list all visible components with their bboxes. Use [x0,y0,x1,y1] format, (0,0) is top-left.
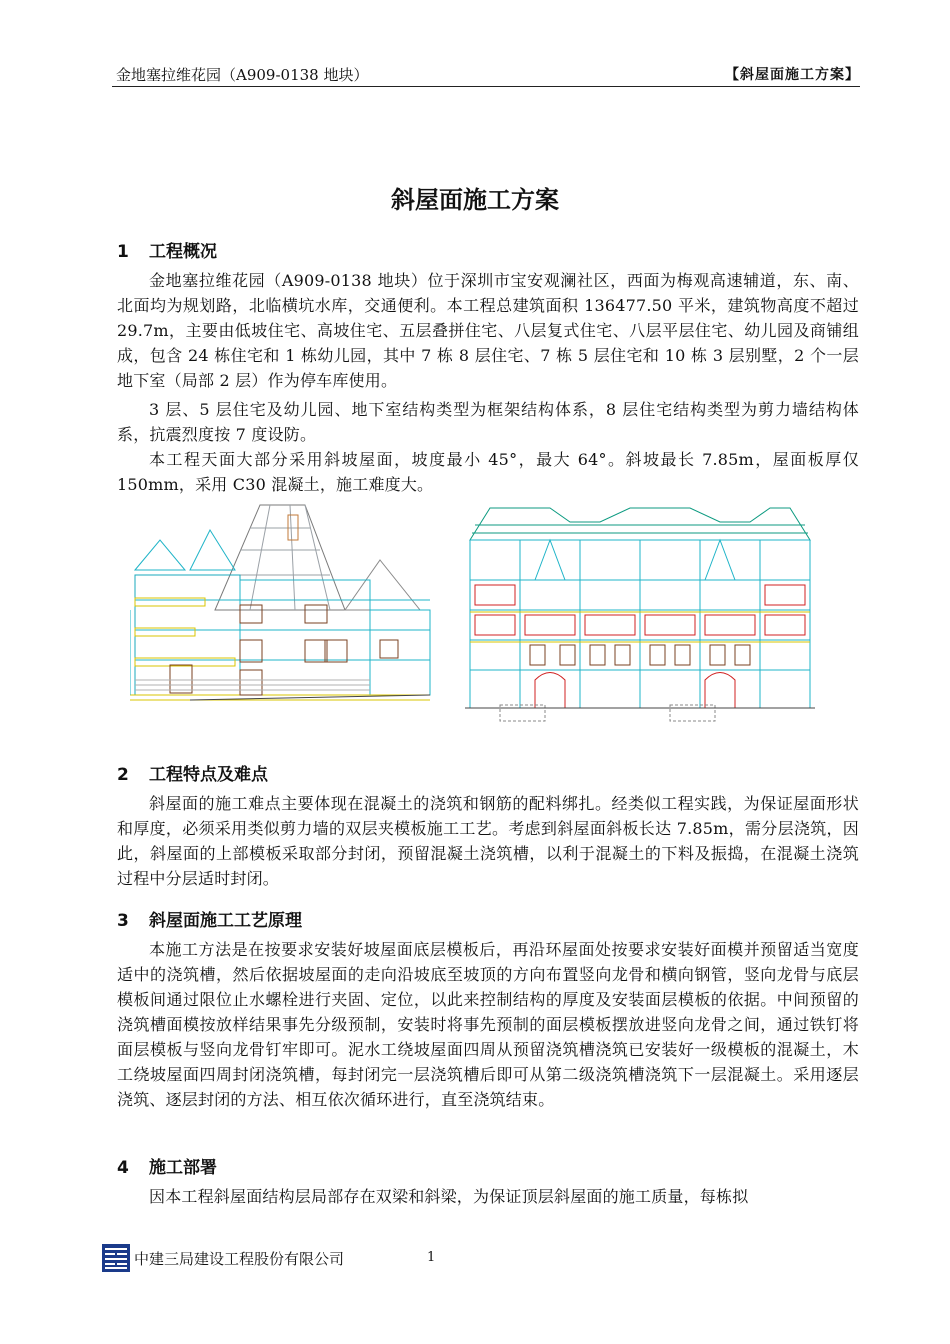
section-title: 施工部署 [149,1158,217,1178]
paragraph: 3 层、5 层住宅及幼儿园、地下室结构类型为框架结构体系，8 层住宅结构类型为剪力墙结构体系，抗震烈度按 7 度设防。 [117,400,859,444]
company-logo-icon [102,1244,130,1272]
document-title: 斜屋面施工方案 [391,186,559,214]
paragraph: 本施工方法是在按要求安装好坡屋面底层模板后，再沿环屋面处按要求安装好面模并预留适当宽度适中的浇筑槽，然后依据坡屋面的走向沿坡底至坡顶的方向布置竖向龙骨和横向钢管，竖向龙骨与底层模板间通过限位止水螺栓进行夹固、定位，以此来控制结构的厚度及安装面层模板的依据。中间预留的浇筑槽面模按放样结果事先分级预制，安装时将事先预制的面层模板摆放进竖向龙骨之间，通过铁钉将面层模板与竖向龙骨钉牢即可。泥水工绕坡屋面四周从预留浇筑槽浇筑已安装好一级模板的混凝土，木工绕坡屋面四周封闭浇筑槽，每封闭完一层浇筑槽后即可从第二级浇筑槽浇筑下一层混凝土。采用逐层浇筑、逐层封闭的方法、相互依次循环进行，直至浇筑结束。 [117,940,859,1109]
paragraph: 金地塞拉维花园（A909-0138 地块）位于深圳市宝安观澜社区，西面为梅观高速辅道，东、南、北面均为规划路，北临横坑水库，交通便利。本工程总建筑面积 136477.50 平米，建筑物高度不超过 29.7m，主要由低坡住宅、高坡住宅、五层叠拼住宅、八层复式住宅、八层平层住宅、幼儿园及商铺组成，包含 24 栋住宅和 1 栋幼儿园，其中 7 栋 8 层住宅、7 栋 5 层住宅和 10 栋 3 层别墅，2 个一层地下室（局部 2 层）作为停车库使用。 [117,271,859,390]
footer-company-name: 中建三局建设工程股份有限公司 [134,1250,345,1268]
villa-side-elevation [130,505,430,700]
section-title: 斜屋面施工工艺原理 [149,911,302,931]
section-2-heading [117,760,268,785]
paragraph: 本工程天面大部分采用斜坡屋面，坡度最小 45°，最大 64°。斜坡最长 7.85m，屋面板厚仅 150mm，采用 C30 混凝土，施工难度大。 [117,450,859,494]
section-3-heading [117,906,302,931]
page-number: 1 [427,1250,436,1265]
header-document-label: 【斜屋面施工方案】 [725,67,860,83]
page-footer [102,1244,602,1274]
section-number: 3 [117,911,129,931]
building-elevation-drawings [130,500,820,722]
apartment-front-elevation [465,508,815,721]
header-project-name: 金地塞拉维花园（A909-0138 地块） [116,66,369,84]
section-1-heading [117,237,217,262]
section-title: 工程概况 [149,242,217,262]
paragraph: 因本工程斜屋面结构层局部存在双梁和斜梁，为保证顶层斜屋面的施工质量，每栋拟 [149,1187,749,1206]
paragraph: 斜屋面的施工难点主要体现在混凝土的浇筑和钢筋的配料绑扎。经类似工程实践，为保证屋面形状和厚度，必须采用类似剪力墙的双层夹模板施工工艺。考虑到斜屋面斜板长达 7.85m，需分层浇筑，因此，斜屋面的上部模板采取部分封闭，预留混凝土浇筑槽，以利于混凝土的下料及振捣，在混凝土浇筑过程中分层适时封闭。 [117,794,859,888]
section-number: 2 [117,765,129,785]
section-title: 工程特点及难点 [149,765,268,785]
section-number: 1 [117,242,129,262]
section-4-heading [117,1153,217,1178]
page-header [112,62,860,87]
section-number: 4 [117,1158,129,1178]
